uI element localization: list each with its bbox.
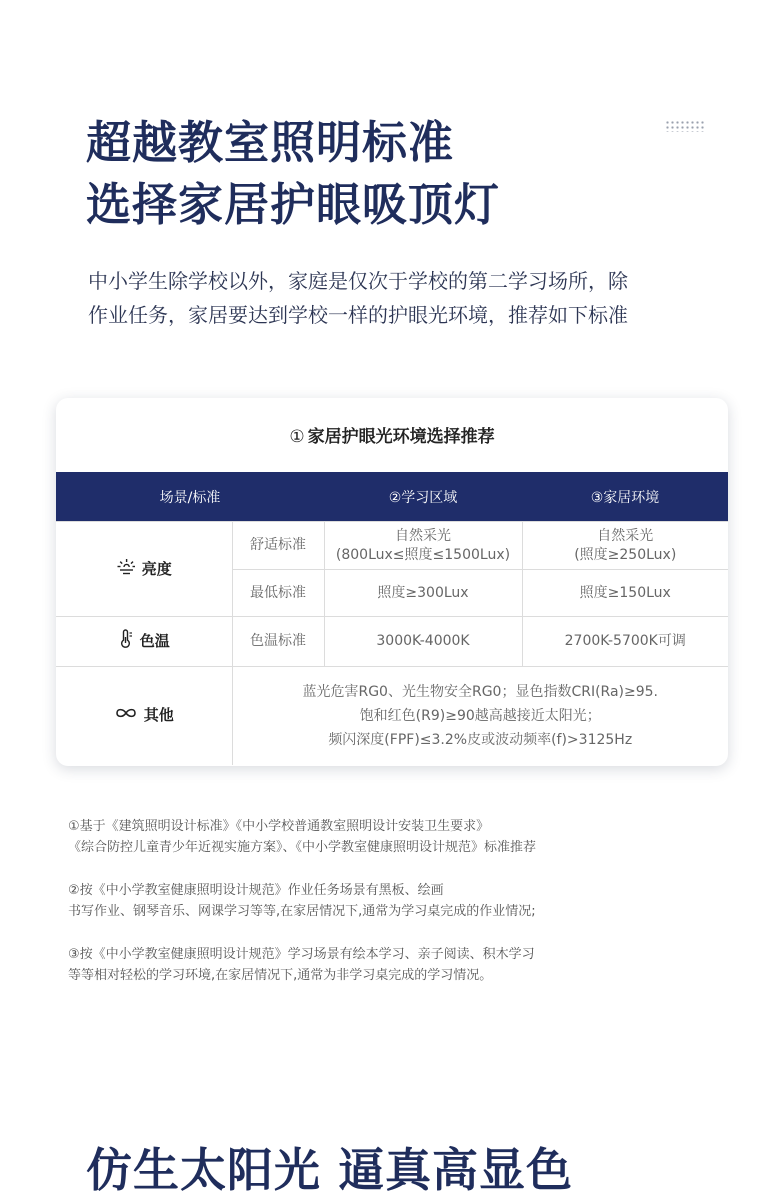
card-title-text: 家居护眼光环境选择推荐 bbox=[307, 427, 495, 447]
footnote-line: 等等相对轻松的学习环境,在家居情况下,通常为非学习桌完成的学习情况。 bbox=[68, 968, 493, 983]
color-temp-study-value: 3000K-4000K bbox=[324, 617, 522, 667]
other-cell bbox=[56, 667, 232, 765]
min-study-value: 照度≥300Lux bbox=[324, 570, 522, 617]
card-title-number: ① bbox=[289, 427, 305, 447]
min-home-value: 照度≥150Lux bbox=[522, 570, 728, 617]
infinity-icon bbox=[114, 706, 138, 725]
dot-grid-icon bbox=[665, 120, 705, 132]
other-line3: 频闪深度(FPF)≤3.2%皮或波动频率(f)>3125Hz bbox=[328, 731, 633, 748]
color-temp-label: 色温 bbox=[139, 632, 170, 650]
table-row bbox=[56, 522, 728, 570]
intro-text bbox=[88, 264, 708, 332]
standards-table bbox=[56, 472, 728, 765]
comfort-home-value bbox=[522, 522, 728, 570]
brightness-cell bbox=[56, 522, 232, 617]
other-label: 其他 bbox=[143, 706, 174, 725]
header-study-area: ②学习区域 bbox=[324, 472, 522, 522]
recommendation-card bbox=[56, 398, 728, 766]
bottom-title: 仿生太阳光 逼真高显色 bbox=[86, 1143, 574, 1197]
comfort-study-value bbox=[324, 522, 522, 570]
header-scene: 场景/标准 bbox=[56, 472, 324, 522]
comfort-home-line1: 自然采光 bbox=[597, 527, 654, 544]
comfort-standard-label: 舒适标准 bbox=[232, 522, 324, 570]
color-temp-standard-label: 色温标准 bbox=[232, 617, 324, 667]
table-row bbox=[56, 667, 728, 765]
other-line2: 饱和红色(R9)≥90越高越接近太阳光； bbox=[359, 707, 601, 724]
other-line1: 蓝光危害RG0、光生物安全RG0；显色指数CRI(Ra)≥95. bbox=[302, 683, 659, 700]
hero-title bbox=[86, 112, 500, 236]
hero-title-line2: 选择家居护眼吸顶灯 bbox=[86, 178, 501, 231]
footnote-line: ③按《中小学教室健康照明设计规范》学习场景有绘本学习、亲子阅读、积木学习 bbox=[68, 947, 535, 962]
comfort-study-line2: (800Lux≤照度≤1500Lux) bbox=[335, 546, 511, 563]
comfort-home-line2: (照度≥250Lux) bbox=[574, 546, 677, 563]
footnote-line: 书写作业、钢琴音乐、网课学习等等,在家居情况下,通常为学习桌完成的作业情况; bbox=[68, 904, 536, 919]
thermometer-icon bbox=[118, 629, 134, 654]
footnote-line: ①基于《建筑照明设计标准》《中小学校普通教室照明设计安装卫生要求》 bbox=[68, 819, 490, 834]
footnote-line: 《综合防控儿童青少年近视实施方案》、《中小学教室健康照明设计规范》标准推荐 bbox=[68, 840, 537, 855]
table-row bbox=[56, 617, 728, 667]
intro-line1: 中小学生除学校以外，家庭是仅次于学校的第二学习场所，除 bbox=[88, 269, 628, 293]
footnote-3 bbox=[68, 944, 728, 986]
hero-title-line1: 超越教室照明标准 bbox=[86, 116, 455, 169]
footnotes bbox=[68, 816, 728, 1008]
brightness-label: 亮度 bbox=[141, 559, 172, 578]
footnote-2 bbox=[68, 880, 728, 922]
header-home-env: ③家居环境 bbox=[522, 472, 728, 522]
intro-line2: 作业任务，家居要达到学校一样的护眼光环境，推荐如下标准 bbox=[88, 303, 628, 327]
comfort-study-line1: 自然采光 bbox=[395, 527, 451, 544]
other-value bbox=[232, 667, 728, 765]
table-header-row bbox=[56, 472, 728, 522]
sun-icon bbox=[116, 557, 136, 582]
color-temp-home-value: 2700K-5700K可调 bbox=[522, 617, 728, 667]
footnote-line: ②按《中小学教室健康照明设计规范》作业任务场景有黑板、绘画 bbox=[68, 883, 444, 898]
card-title bbox=[56, 422, 728, 447]
color-temp-cell bbox=[56, 617, 232, 667]
min-standard-label: 最低标准 bbox=[232, 570, 324, 617]
footnote-1 bbox=[68, 816, 728, 858]
